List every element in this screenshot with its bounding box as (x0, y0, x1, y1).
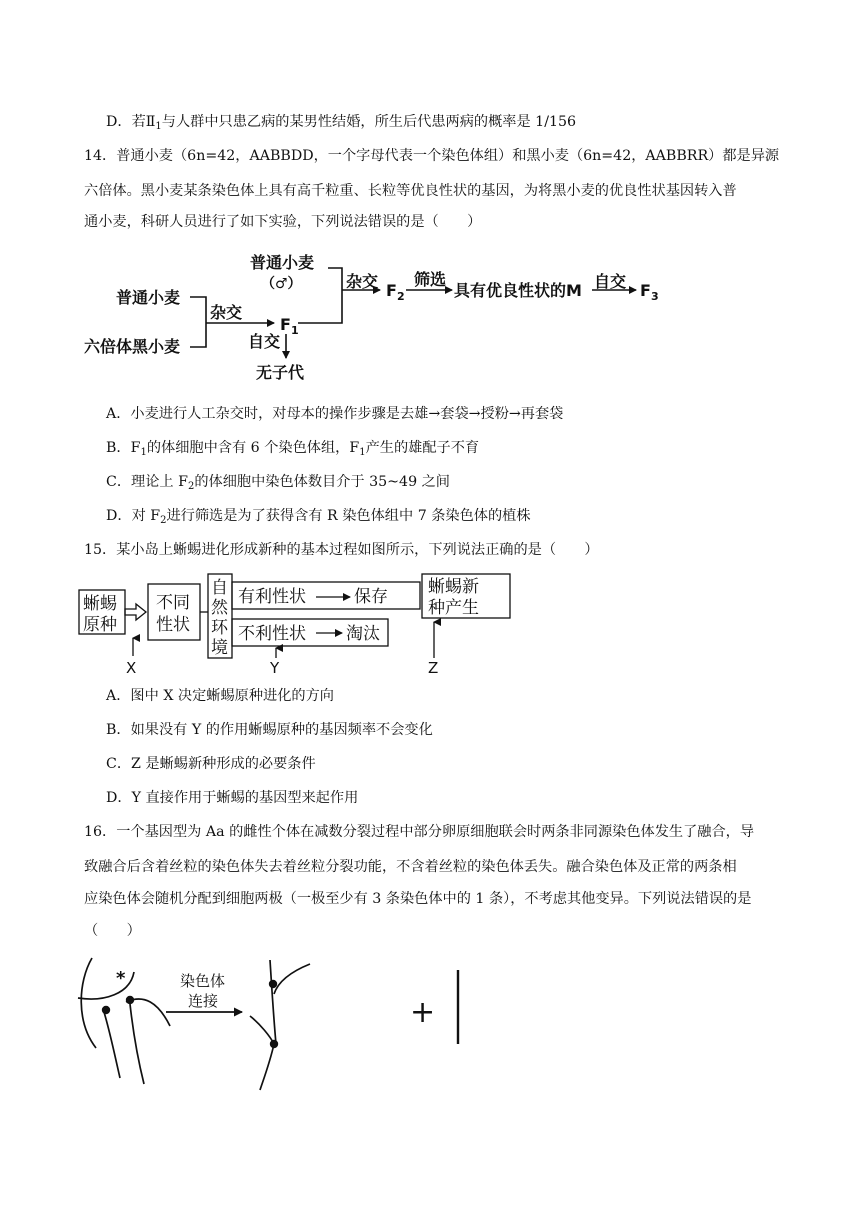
label-y: Y (270, 659, 280, 677)
diff-label-1: 不同 (156, 593, 190, 613)
q16-stem-line-4: （ ） (84, 923, 141, 939)
env-char-4: 境 (211, 638, 228, 658)
centromere-2 (126, 996, 134, 1004)
eliminate-label: 淘汰 (346, 624, 380, 644)
male-wheat-label: 普通小麦 (250, 253, 315, 272)
f1-label: $F_1$ (280, 315, 299, 337)
q13-option-d: D．若$Ⅱ_1$与人群中只患乙病的某男性结婚，所生后代患两病的概率是 1/156 (106, 114, 577, 132)
q15-option-b: B．如果没有 Y 的作用蜥蜴原种的基因频率不会变化 (106, 722, 433, 738)
star-mark: * (116, 968, 126, 989)
bad-trait-label: 不利性状 (238, 624, 306, 644)
fused-chromosome-1 (270, 960, 276, 1044)
q14-stem-line-3: 通小麦，科研人员进行了如下实验，下列说法错误的是（ ） (84, 214, 482, 230)
q14-stem-line-2: 六倍体。黑小麦某条染色体上具有高千粒重、长粒等优良性状的基因，为将黑小麦的优良性状基因转入普 (84, 183, 737, 199)
new-species-label-2: 种产生 (428, 598, 479, 618)
q14-breeding-diagram (80, 246, 700, 386)
q15-option-d: D．Y 直接作用于蜥蜴的基因型来起作用 (106, 790, 359, 806)
env-char-2: 然 (211, 598, 228, 618)
chromosome-arc-1 (81, 958, 96, 1048)
fused-chromosome-4 (260, 1044, 274, 1090)
q16-stem-line-2: 致融合后含着丝粒的染色体失去着丝粒分裂功能，不含着丝粒的染色体丢失。融合染色体及正常的两条相 (84, 859, 737, 875)
screen-label: 筛选 (414, 270, 447, 289)
q14-option-d: D．对 $F_2$进行筛选是为了获得含有 R 染色体组中 7 条染色体的植株 (106, 508, 531, 526)
q14-option-c: C．理论上 $F_2$的体细胞中染色体数目介于 35~49 之间 (106, 474, 450, 492)
no-offspring-label: 无子代 (256, 363, 305, 382)
fused-chromosome-2 (274, 964, 310, 994)
new-species-label-1: 蜥蜴新 (428, 577, 479, 597)
chromosome-arc-2 (78, 972, 134, 999)
q14-stem-line-1: 14．普通小麦（6n=42，AABBDD，一个字母代表一个染色体组）和黑小麦（6n=42，AABBRR）都是异源 (84, 148, 780, 164)
link-label-1: 染色体 (180, 972, 226, 990)
diff-label-2: 性状 (156, 615, 190, 635)
cross-label-2: 杂交 (346, 272, 379, 291)
q16-chromosome-diagram (74, 952, 494, 1096)
q15-evolution-diagram (78, 572, 518, 678)
env-char-1: 自 (211, 578, 228, 598)
plus-sign: + (410, 995, 436, 1030)
fused-chromosome-3 (250, 1016, 274, 1044)
label-x: X (126, 659, 137, 677)
origin-label-2: 原种 (83, 615, 117, 635)
link-label-2: 连接 (188, 992, 219, 1010)
q16-stem-line-3: 应染色体会随机分配到细胞两极（一极至少有 3 条染色体中的 1 条），不考虑其他变异。下列说法错误的是 (84, 891, 752, 907)
centromere-1 (102, 1006, 110, 1014)
m-plant-label: 具有优良性状的M (454, 281, 582, 300)
f2-label: $F_2$ (386, 281, 405, 303)
env-char-3: 环 (211, 618, 228, 638)
q15-option-c: C．Z 是蜥蜴新种形成的必要条件 (106, 756, 316, 772)
male-symbol: （♂） (261, 276, 302, 292)
f3-label: $F_3$ (640, 281, 659, 303)
q16-stem-line-1: 16．一个基因型为 Aa 的雌性个体在减数分裂过程中部分卵原细胞联会时两条非同源染色体发生了融合，导 (84, 824, 755, 840)
selfing-label-2: 自交 (594, 272, 627, 291)
q15-option-a: A．图中 X 决定蜥蜴原种进化的方向 (106, 688, 334, 704)
black-wheat-label: 六倍体黑小麦 (84, 337, 181, 356)
selfing-label: 自交 (248, 332, 281, 351)
origin-label-1: 蜥蜴 (83, 594, 117, 614)
q14-option-a: A．小麦进行人工杂交时，对母本的操作步骤是去雄→套袋→授粉→再套袋 (106, 406, 564, 422)
centromere-4 (270, 1040, 278, 1048)
q14-option-b: B．$F_1$的体细胞中含有 6 个染色体组，$F_1$产生的雄配子不育 (106, 440, 480, 458)
keep-label: 保存 (354, 587, 388, 607)
wheat-label: 普通小麦 (116, 288, 181, 307)
centromere-3 (269, 980, 277, 988)
chromosome-arc-5 (130, 1004, 144, 1084)
chromosome-arc-3 (104, 1012, 120, 1078)
label-z: Z (428, 659, 439, 677)
cross-label-1: 杂交 (210, 303, 243, 322)
q15-stem: 15．某小岛上蜥蜴进化形成新种的基本过程如图所示，下列说法正确的是（ ） (84, 542, 599, 558)
good-trait-label: 有利性状 (238, 587, 306, 607)
